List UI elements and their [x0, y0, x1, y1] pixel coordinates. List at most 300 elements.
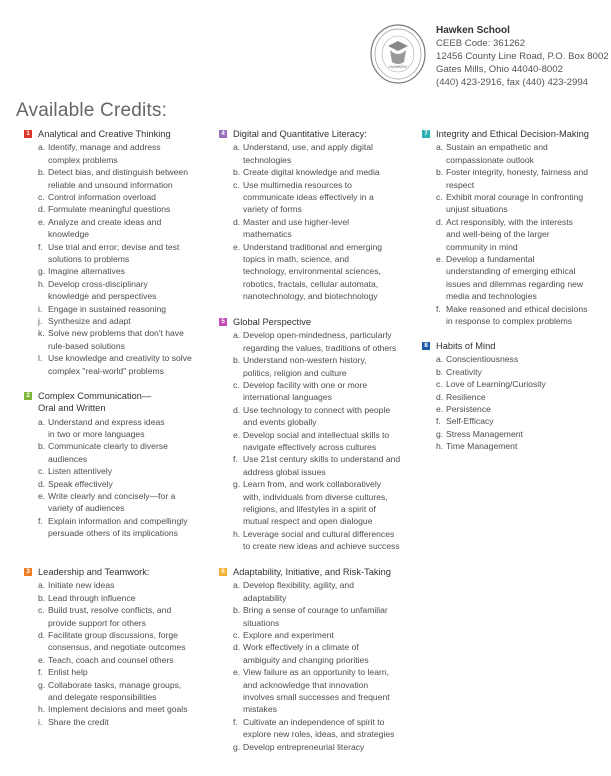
item-text: and well-being of the larger	[446, 229, 550, 240]
credit-item	[38, 579, 214, 591]
item-text: Sustain an empathetic and	[446, 142, 548, 153]
item-text: Develop cross-disciplinary	[48, 278, 148, 289]
item-letter: e.	[38, 654, 46, 665]
credit-item	[38, 141, 214, 153]
item-text: Synthesize and adapt	[48, 315, 131, 326]
item-letter: g.	[233, 479, 241, 490]
credit-item	[38, 641, 214, 653]
credit-item	[233, 265, 415, 277]
item-text: Cultivate an independence of spirit to	[243, 716, 385, 727]
credit-item	[38, 278, 214, 290]
section-title	[233, 566, 391, 578]
credit-item	[233, 166, 415, 178]
credit-item	[233, 515, 415, 527]
item-letter: f.	[38, 515, 43, 526]
item-letter: f.	[233, 716, 238, 727]
item-letter: c.	[38, 605, 45, 616]
credit-item-list	[422, 353, 608, 452]
credit-item	[233, 216, 415, 228]
seal-text: HAWKEN	[389, 64, 407, 69]
credit-item	[38, 327, 214, 339]
section-title-line: Complex Communication—	[38, 391, 152, 401]
item-letter: c.	[233, 629, 240, 640]
credit-item	[233, 441, 415, 453]
page-title: Available Credits:	[16, 100, 168, 121]
item-text: Lead through influence	[48, 592, 136, 603]
credit-item	[38, 340, 214, 352]
credit-item	[436, 166, 608, 178]
section-title	[233, 128, 367, 140]
credit-item	[233, 253, 415, 265]
item-text: knowledge and perspectives	[48, 291, 157, 302]
school-phone: (440) 423-2916, fax (440) 423-2994	[436, 77, 589, 88]
credit-item	[233, 278, 415, 290]
section-number-badge: 1	[24, 130, 32, 138]
item-text: Detect bias, and distinguish between	[48, 167, 188, 178]
item-text: community in mind	[446, 241, 518, 252]
item-text: Analyze and create ideas and	[48, 216, 162, 227]
item-text: persuade others of its implications	[48, 528, 178, 539]
item-letter: d.	[233, 404, 241, 415]
item-letter: h.	[233, 528, 241, 539]
credit-item	[233, 342, 415, 354]
credit-item	[38, 290, 214, 302]
item-letter: b.	[38, 441, 46, 452]
item-letter: g.	[38, 679, 46, 690]
item-text: nanotechnology, and biotechnology	[243, 291, 378, 302]
credit-item	[436, 428, 608, 440]
section-heading	[24, 128, 214, 140]
item-letter: f.	[436, 303, 441, 314]
credit-item	[233, 579, 415, 591]
item-letter: e.	[436, 253, 444, 264]
item-letter: g.	[233, 741, 241, 752]
section-title	[38, 566, 149, 578]
credit-item	[233, 617, 415, 629]
item-text: Learn from, and work collaboratively	[243, 479, 382, 490]
item-text: unjust situations	[446, 204, 508, 215]
item-letter: d.	[38, 478, 46, 489]
item-letter: c.	[38, 466, 45, 477]
section-heading	[219, 316, 415, 328]
credit-section	[219, 566, 415, 753]
item-text: Listen attentively	[48, 466, 113, 477]
item-letter: e.	[233, 667, 241, 678]
section-title-line: Digital and Quantitative Literacy:	[233, 129, 367, 139]
credit-item	[436, 315, 608, 327]
item-letter: a.	[233, 142, 241, 153]
credit-section	[219, 316, 415, 553]
school-address: 12456 County Line Road, P.O. Box 8002	[436, 51, 609, 62]
credit-item	[38, 216, 214, 228]
item-text: Identify, manage and address	[48, 142, 161, 153]
item-letter: e.	[38, 216, 46, 227]
credit-item	[233, 592, 415, 604]
item-letter: c.	[233, 179, 240, 190]
credit-item	[38, 203, 214, 215]
item-text: Control information overload	[48, 191, 156, 202]
credit-item	[38, 352, 214, 364]
item-letter: d.	[38, 629, 46, 640]
credit-item-list	[422, 141, 608, 327]
credit-item	[38, 617, 214, 629]
credit-item	[233, 641, 415, 653]
item-text: communicate ideas effectively in a	[243, 191, 374, 202]
item-text: Teach, coach and counsel others	[48, 654, 174, 665]
item-text: audiences	[48, 453, 88, 464]
credit-item-list	[219, 579, 415, 753]
credit-item	[436, 203, 608, 215]
credit-item	[233, 491, 415, 503]
item-letter: i.	[38, 303, 43, 314]
item-text: Facilitate group discussions, forge	[48, 629, 178, 640]
credit-item	[233, 329, 415, 341]
credit-item	[233, 466, 415, 478]
credit-item	[38, 253, 214, 265]
credit-item	[233, 141, 415, 153]
item-letter: e.	[233, 429, 241, 440]
item-text: Develop entrepreneurial literacy	[243, 741, 365, 752]
credit-item	[233, 604, 415, 616]
item-text: involves small successes and frequent	[243, 691, 390, 702]
section-number-badge: 7	[422, 130, 430, 138]
item-text: in response to complex problems	[446, 315, 573, 326]
item-letter: f.	[233, 454, 238, 465]
item-text: robotics, fractals, cellular automata,	[243, 278, 379, 289]
item-text: compassionate outlook	[446, 154, 534, 165]
section-number-badge: 8	[422, 342, 430, 350]
credit-item	[38, 303, 214, 315]
section-title-line: Analytical and Creative Thinking	[38, 129, 171, 139]
credit-item	[38, 515, 214, 527]
item-text: View failure as an opportunity to learn,	[243, 667, 390, 678]
section-title-line: Global Perspective	[233, 317, 312, 327]
section-number-badge: 6	[219, 568, 227, 576]
item-letter: a.	[38, 142, 46, 153]
credit-section	[219, 128, 415, 303]
credit-item	[436, 228, 608, 240]
item-letter: i.	[38, 716, 43, 727]
item-letter: e.	[38, 491, 46, 502]
item-text: Bring a sense of courage to unfamiliar	[243, 605, 388, 616]
item-text: Love of Learning/Curiosity	[446, 379, 546, 390]
item-letter: a.	[436, 142, 444, 153]
item-letter: b.	[436, 167, 444, 178]
item-text: technologies	[243, 154, 292, 165]
section-title	[436, 128, 589, 140]
item-text: Develop open-mindedness, particularly	[243, 330, 392, 341]
item-text: Use multimedia resources to	[243, 179, 352, 190]
item-letter: a.	[38, 416, 46, 427]
item-text: Creativity	[446, 366, 482, 377]
credit-item	[436, 415, 608, 427]
credit-item	[436, 216, 608, 228]
credit-item	[38, 527, 214, 539]
item-text: provide support for others	[48, 617, 146, 628]
credit-item	[38, 716, 214, 728]
credit-item	[233, 379, 415, 391]
item-text: mutual respect and open dialogue	[243, 516, 373, 527]
item-text: Speak effectively	[48, 478, 113, 489]
item-text: Develop flexibility, agility, and	[243, 580, 354, 591]
credit-item	[233, 716, 415, 728]
credit-item	[38, 666, 214, 678]
item-letter: a.	[233, 330, 241, 341]
item-text: Master and use higher-level	[243, 216, 350, 227]
item-text: topics in math, science, and	[243, 253, 350, 264]
item-text: complex "real-world" problems	[48, 365, 164, 376]
item-text: Use knowledge and creativity to solve	[48, 353, 192, 364]
item-letter: c.	[233, 379, 240, 390]
credit-item	[233, 703, 415, 715]
credit-item	[233, 154, 415, 166]
credit-item	[233, 391, 415, 403]
section-title-line: Oral and Written	[38, 403, 106, 414]
item-letter: b.	[233, 605, 241, 616]
item-letter: a.	[233, 580, 241, 591]
item-text: Initiate new ideas	[48, 580, 115, 591]
section-title-line: Habits of Mind	[436, 341, 496, 351]
item-text: knowledge	[48, 229, 90, 240]
credit-item	[38, 228, 214, 240]
section-number-badge: 5	[219, 318, 227, 326]
item-text: Use trial and error; devise and test	[48, 241, 180, 252]
item-text: consensus, and negotiate outcomes	[48, 642, 186, 653]
credit-item	[233, 654, 415, 666]
credit-item	[38, 478, 214, 490]
credit-item	[233, 354, 415, 366]
item-letter: e.	[436, 403, 444, 414]
credit-section	[24, 390, 214, 540]
item-text: Understand non-western history,	[243, 355, 367, 366]
item-text: Foster integrity, honesty, fairness and	[446, 167, 589, 178]
credit-item	[233, 179, 415, 191]
credit-item-list	[24, 416, 214, 540]
section-title	[38, 390, 151, 415]
credit-item	[436, 440, 608, 452]
credit-item	[436, 366, 608, 378]
section-title-line: Leadership and Teamwork:	[38, 567, 150, 577]
item-letter: d.	[436, 391, 444, 402]
item-text: Stress Management	[446, 428, 523, 439]
credit-item-list	[24, 579, 214, 728]
item-text: Create digital knowledge and media	[243, 167, 380, 178]
credit-item	[233, 290, 415, 302]
item-text: Conscientiousness	[446, 354, 519, 365]
item-text: Work effectively in a climate of	[243, 642, 359, 653]
credit-item	[38, 265, 214, 277]
school-name: Hawken School	[436, 25, 510, 36]
credit-item	[38, 191, 214, 203]
credit-item	[436, 265, 608, 277]
item-text: ambiguity and changing priorities	[243, 654, 369, 665]
credit-item	[436, 378, 608, 390]
credit-section	[24, 128, 214, 377]
item-text: variety of forms	[243, 204, 302, 215]
credit-item	[233, 404, 415, 416]
credit-item	[233, 728, 415, 740]
item-letter: d.	[233, 642, 241, 653]
credit-item	[38, 166, 214, 178]
item-text: address global issues	[243, 466, 326, 477]
item-text: Engage in sustained reasoning	[48, 303, 167, 314]
item-text: Develop a fundamental	[446, 253, 535, 264]
credit-item	[38, 428, 214, 440]
credit-item	[38, 654, 214, 666]
section-heading	[422, 340, 608, 352]
credit-item	[436, 241, 608, 253]
item-text: Understand and express ideas	[48, 416, 165, 427]
item-text: Imagine alternatives	[48, 266, 125, 277]
credit-item	[38, 502, 214, 514]
item-text: Solve new problems that don't have	[48, 328, 184, 339]
item-text: Exhibit moral courage in confronting	[446, 191, 584, 202]
item-text: Resilience	[446, 391, 486, 402]
item-text: regarding the values, traditions of others	[243, 342, 397, 353]
section-number-badge: 3	[24, 568, 32, 576]
credit-item	[233, 429, 415, 441]
item-text: Communicate clearly to diverse	[48, 441, 168, 452]
item-text: Formulate meaningful questions	[48, 204, 171, 215]
credit-item	[233, 691, 415, 703]
item-text: Explain information and compellingly	[48, 515, 188, 526]
item-text: technology, environmental sciences,	[243, 266, 381, 277]
section-heading	[24, 390, 214, 415]
item-text: respect	[446, 179, 475, 190]
item-text: issues and dilemmas regarding new	[446, 278, 584, 289]
section-title	[233, 316, 311, 328]
item-text: explore new roles, ideas, and strategies	[243, 729, 395, 740]
item-text: Use technology to connect with people	[243, 404, 391, 415]
credit-item	[38, 241, 214, 253]
item-text: and delegate responsibilities	[48, 691, 157, 702]
credit-item	[233, 629, 415, 641]
item-text: religions, and lifestyles in a spirit of	[243, 503, 376, 514]
item-text: politics, religion and culture	[243, 367, 347, 378]
item-text: mathematics	[243, 229, 292, 240]
item-text: variety of audiences	[48, 503, 125, 514]
credit-item	[38, 154, 214, 166]
credit-item	[233, 416, 415, 428]
item-text: adaptability	[243, 592, 287, 603]
item-text: Time Management	[446, 441, 518, 452]
item-text: and events globally	[243, 417, 317, 428]
section-heading	[219, 128, 415, 140]
credit-item	[233, 241, 415, 253]
credit-item	[436, 278, 608, 290]
credit-item	[233, 453, 415, 465]
item-text: understanding of emerging ethical	[446, 266, 576, 277]
credit-item-list	[219, 329, 415, 552]
item-letter: c.	[436, 191, 443, 202]
item-letter: d.	[233, 216, 241, 227]
credit-item	[233, 741, 415, 753]
item-letter: e.	[233, 241, 241, 252]
section-heading	[219, 566, 415, 578]
item-text: media and technologies	[446, 291, 537, 302]
item-letter: h.	[38, 278, 46, 289]
item-text: Develop social and intellectual skills to	[243, 429, 390, 440]
credit-item	[233, 228, 415, 240]
credit-item	[436, 253, 608, 265]
item-text: situations	[243, 617, 280, 628]
credit-section	[422, 128, 608, 327]
item-text: Make reasoned and ethical decisions	[446, 303, 588, 314]
item-letter: d.	[38, 204, 46, 215]
item-letter: g.	[436, 428, 444, 439]
section-title-line: Adaptability, Initiative, and Risk-Taking	[233, 567, 391, 577]
item-letter: a.	[436, 354, 444, 365]
credit-item	[233, 528, 415, 540]
credit-item	[38, 179, 214, 191]
item-text: and acknowledge that innovation	[243, 679, 369, 690]
item-text: in two or more languages	[48, 429, 145, 439]
school-city: Gates Mills, Ohio 44040-8002	[436, 64, 563, 75]
item-text: international languages	[243, 392, 332, 403]
item-text: rule-based solutions	[48, 340, 125, 351]
item-letter: h.	[436, 441, 444, 452]
item-text: complex problems	[48, 154, 118, 165]
credit-item	[38, 453, 214, 465]
item-letter: a.	[38, 580, 46, 591]
credit-item	[38, 629, 214, 641]
credit-item	[38, 490, 214, 502]
item-letter: h.	[38, 704, 46, 715]
credit-section	[422, 340, 608, 453]
item-letter: d.	[436, 216, 444, 227]
item-text: Implement decisions and meet goals	[48, 704, 188, 715]
item-text: with, individuals from diverse cultures,	[243, 491, 388, 502]
credit-item	[233, 478, 415, 490]
section-number-badge: 4	[219, 130, 227, 138]
item-letter: b.	[233, 167, 241, 178]
item-text: navigate effectively across cultures	[243, 441, 377, 452]
credit-item	[38, 440, 214, 452]
school-seal-logo	[370, 24, 426, 84]
credit-item	[436, 154, 608, 166]
credit-item	[233, 666, 415, 678]
item-text: mistakes	[243, 704, 277, 715]
item-letter: c.	[38, 191, 45, 202]
credit-item	[38, 691, 214, 703]
credit-item	[233, 367, 415, 379]
item-letter: b.	[38, 167, 46, 178]
credit-item	[436, 191, 608, 203]
credit-item	[436, 391, 608, 403]
item-text: to create new ideas and achieve success	[243, 541, 400, 552]
credit-item	[436, 141, 608, 153]
credit-item	[38, 679, 214, 691]
credit-item	[436, 179, 608, 191]
item-text: Act responsibly, with the interests	[446, 216, 573, 227]
credit-item	[38, 365, 214, 377]
item-letter: f.	[38, 241, 43, 252]
item-letter: g.	[38, 266, 46, 277]
credit-item	[38, 465, 214, 477]
item-text: Collaborate tasks, manage groups,	[48, 679, 182, 690]
item-text: reliable and unsound information	[48, 179, 173, 190]
item-text: Persistence	[446, 403, 491, 414]
item-text: Self-Efficacy	[446, 416, 494, 427]
item-text: Understand traditional and emerging	[243, 241, 383, 252]
credit-item	[436, 290, 608, 302]
credit-item	[233, 540, 415, 552]
item-letter: b.	[436, 366, 444, 377]
credit-item	[233, 679, 415, 691]
ceeb-code: CEEB Code: 361262	[436, 38, 526, 49]
item-letter: k.	[38, 328, 45, 339]
credit-item-list	[24, 141, 214, 377]
